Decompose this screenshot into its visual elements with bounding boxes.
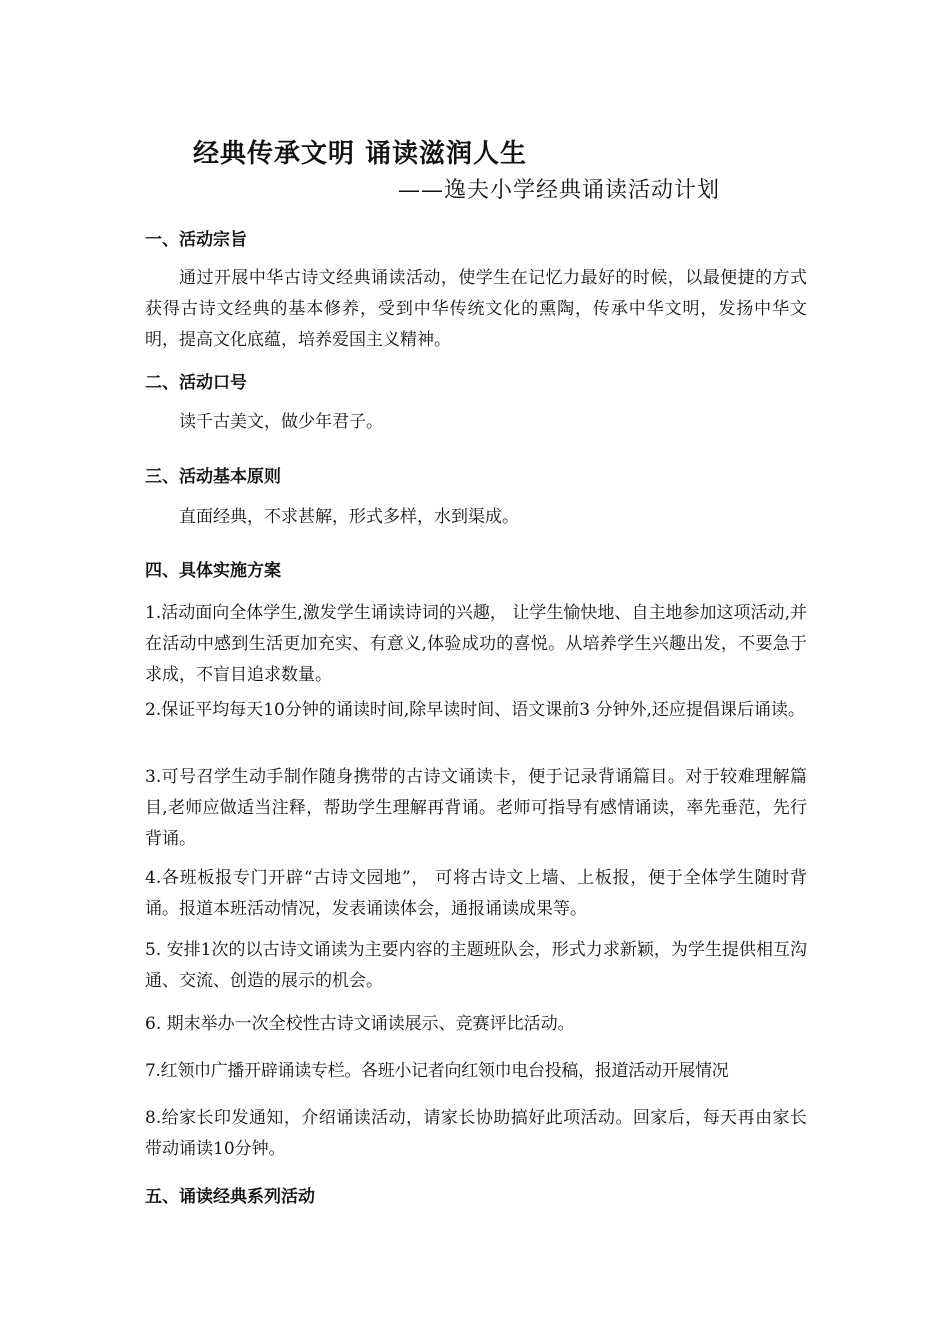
list-item: 2.保证平均每天10分钟的诵读时间,除早读时间、语文课前3 分钟外,还应提倡课后诵读。 bbox=[145, 700, 805, 720]
list-item: 8.给家长印发通知，介绍诵读活动，请家长协助搞好此项活动。回家后，每天再由家长带动诵读10分钟。 bbox=[145, 1108, 807, 1159]
section-paragraph: 直面经典，不求甚解，形式多样，水到渠成。 bbox=[179, 507, 519, 527]
section-heading-principles: 三、活动基本原则 bbox=[145, 467, 281, 487]
section-heading-activities: 五、诵读经典系列活动 bbox=[145, 1187, 315, 1207]
list-item: 1.活动面向全体学生,激发学生诵读诗词的兴趣， 让学生愉快地、自主地参加这项活动,并在活动中感到生活更加充实、有意义,体验成功的喜悦。从培养学生兴趣出发，不要急于求成，不盲目追求数量。 bbox=[145, 603, 807, 685]
document-subtitle: ——逸夫小学经典诵读活动计划 bbox=[398, 178, 721, 203]
list-item: 6. 期末举办一次全校性古诗文诵读展示、竞赛评比活动。 bbox=[145, 1014, 575, 1034]
list-item: 4.各班板报专门开辟“古诗文园地”， 可将古诗文上墙、上板报，便于全体学生随时背诵。报道本班活动情况，发表诵读体会，通报诵读成果等。 bbox=[145, 868, 807, 919]
section-paragraph: 读千古美文，做少年君子。 bbox=[179, 412, 383, 432]
list-item: 7.红领巾广播开辟诵读专栏。各班小记者向红领巾电台投稿，报道活动开展情况 bbox=[145, 1061, 729, 1081]
list-item: 3.可号召学生动手制作随身携带的古诗文诵读卡，便于记录背诵篇目。对于较难理解篇目,老师应做适当注释，帮助学生理解再背诵。老师可指导有感情诵读，率先垂范，先行背诵。 bbox=[145, 767, 807, 849]
section-heading-purpose: 一、活动宗旨 bbox=[145, 230, 247, 250]
document-title: 经典传承文明 诵读滋润人生 bbox=[193, 139, 528, 169]
section-heading-plan: 四、具体实施方案 bbox=[145, 561, 281, 581]
section-heading-slogan: 二、活动口号 bbox=[145, 373, 247, 393]
list-item: 5. 安排1次的以古诗文诵读为主要内容的主题班队会，形式力求新颖，为学生提供相互沟通、交流、创造的展示的机会。 bbox=[145, 940, 807, 991]
section-paragraph: 通过开展中华古诗文经典诵读活动，使学生在记忆力最好的时候，以最便捷的方式获得古诗文经典的基本修养，受到中华传统文化的熏陶，传承中华文明，发扬中华文明，提高文化底蕴，培养爱国主义精神。 bbox=[145, 268, 807, 350]
